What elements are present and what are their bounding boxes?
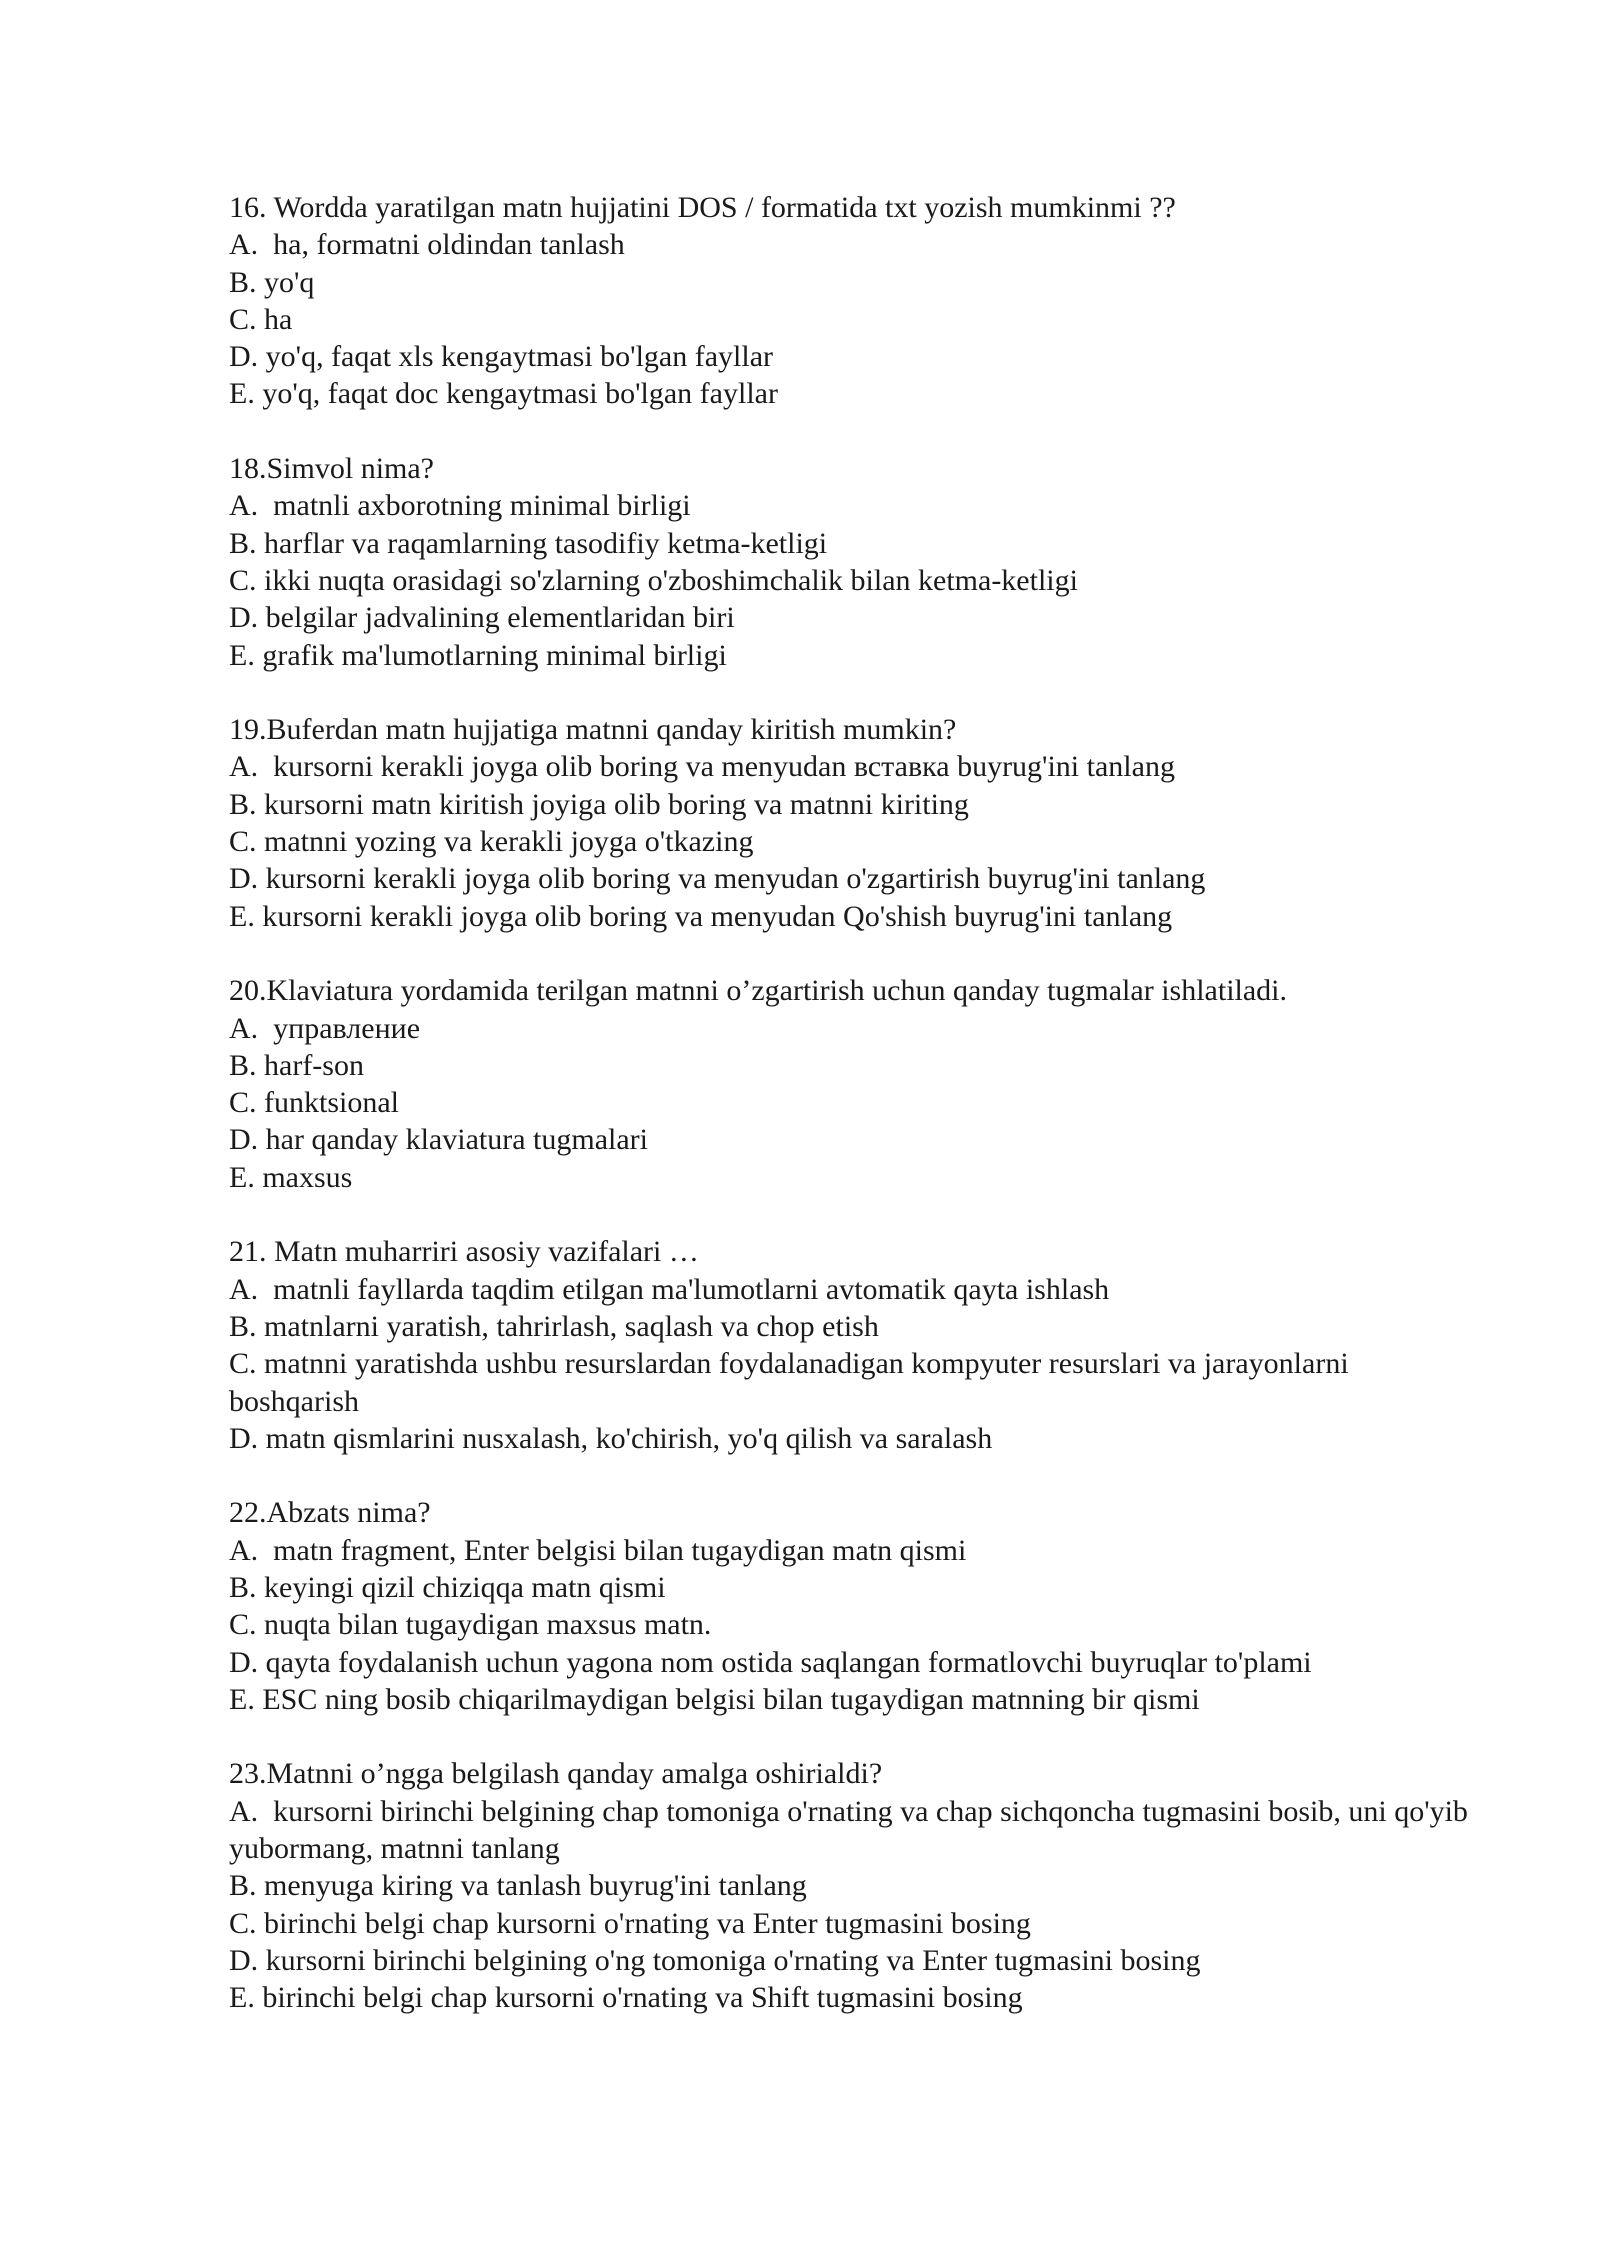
answer-option: D. kursorni kerakli joyga olib boring va menyudan o'zgartirish buyrug'ini tanlang xyxy=(229,862,1206,896)
question-text: 22.Abzats nima? xyxy=(229,1496,431,1530)
answer-option: B. harflar va raqamlarning tasodifiy ketma-ketligi xyxy=(229,526,828,560)
answer-option: A. kursorni birinchi belgining chap tomoniga o'rnating va chap sichqoncha tugmasini bosib, uni qo'yib yubormang, matnni tanlang xyxy=(229,1794,1476,1866)
answer-option: B. kursorni matn kiritish joyiga olib boring va matnni kiriting xyxy=(229,787,969,821)
answer-option: A. matn fragment, Enter belgisi bilan tugaydigan matn qismi xyxy=(229,1533,967,1567)
answer-option: B. matnlarni yaratish, tahrirlash, saqlash va chop etish xyxy=(229,1309,879,1343)
question-block xyxy=(229,1494,1479,1718)
question-block xyxy=(229,1233,1479,1457)
answer-option: E. birinchi belgi chap kursorni o'rnating va Shift tugmasini bosing xyxy=(229,1981,1023,2015)
answer-option: C. matnni yaratishda ushbu resurslardan foydalanadigan kompyuter resurslari va jarayonlarni boshqarish xyxy=(229,1347,1357,1418)
answer-option: C. ha xyxy=(229,302,293,336)
answer-option: C. birinchi belgi chap kursorni o'rnating va Enter tugmasini bosing xyxy=(229,1906,1031,1940)
question-block xyxy=(229,450,1479,674)
answer-option: E. kursorni kerakli joyga olib boring va menyudan Qo'shish buyrug'ini tanlang xyxy=(229,899,1173,933)
answer-option: C. nuqta bilan tugaydigan maxsus matn. xyxy=(229,1608,712,1642)
question-text: 21. Matn muharriri asosiy vazifalari … xyxy=(229,1235,699,1269)
answer-option: E. grafik ma'lumotlarning minimal birligi xyxy=(229,638,727,672)
answer-option: D. belgilar jadvalining elementlaridan biri xyxy=(229,601,735,635)
answer-option: D. kursorni birinchi belgining o'ng tomoniga o'rnating va Enter tugmasini bosing xyxy=(229,1943,1201,1977)
answer-option: C. funktsional xyxy=(229,1086,399,1120)
document-page xyxy=(229,189,1479,2054)
answer-option: A. matnli axborotning minimal birligi xyxy=(229,489,691,523)
question-text: 23.Matnni o’ngga belgilash qanday amalga oshirialdi? xyxy=(229,1757,883,1791)
answer-option: C. ikki nuqta orasidagi so'zlarning o'zboshimchalik bilan ketma-ketligi xyxy=(229,563,1078,597)
answer-option: B. yo'q xyxy=(229,265,315,299)
answer-option: B. harf-son xyxy=(229,1048,364,1082)
answer-option: D. matn qismlarini nusxalash, ko'chirish, yo'q qilish va saralash xyxy=(229,1421,993,1455)
answer-option: E. ESC ning bosib chiqarilmaydigan belgisi bilan tugaydigan matnning bir qismi xyxy=(229,1682,1200,1716)
question-block xyxy=(229,711,1479,935)
answer-option: C. matnni yozing va kerakli joyga o'tkazing xyxy=(229,825,754,859)
answer-option: A. kursorni kerakli joyga olib boring va menyudan вставка buyrug'ini tanlang xyxy=(229,750,1175,784)
question-block xyxy=(229,972,1479,1196)
answer-option: D. qayta foydalanish uchun yagona nom ostida saqlangan formatlovchi buyruqlar to'plami xyxy=(229,1645,1312,1679)
question-block xyxy=(229,189,1479,413)
answer-option: D. yo'q, faqat xls kengaytmasi bo'lgan fayllar xyxy=(229,340,773,374)
question-text: 20.Klaviatura yordamida terilgan matnni o’zgartirish uchun qanday tugmalar ishlatiladi. xyxy=(229,974,1288,1008)
answer-option: B. menyuga kiring va tanlash buyrug'ini tanlang xyxy=(229,1869,807,1903)
question-text: 18.Simvol nima? xyxy=(229,452,434,486)
question-text: 19.Buferdan matn hujjatiga matnni qanday kiritish mumkin? xyxy=(229,713,957,747)
answer-option: D. har qanday klaviatura tugmalari xyxy=(229,1123,649,1157)
question-block xyxy=(229,1755,1479,2016)
answer-option: A. ha, formatni oldindan tanlash xyxy=(229,228,625,262)
answer-option: B. keyingi qizil chiziqqa matn qismi xyxy=(229,1570,666,1604)
answer-option: E. maxsus xyxy=(229,1160,353,1194)
answer-option: A. управление xyxy=(229,1011,421,1045)
question-text: 16. Wordda yaratilgan matn hujjatini DOS / formatida txt yozish mumkinmi ?? xyxy=(229,191,1176,224)
answer-option: A. matnli fayllarda taqdim etilgan ma'lumotlarni avtomatik qayta ishlash xyxy=(229,1272,1110,1306)
answer-option: E. yo'q, faqat doc kengaytmasi bo'lgan fayllar xyxy=(229,377,778,411)
